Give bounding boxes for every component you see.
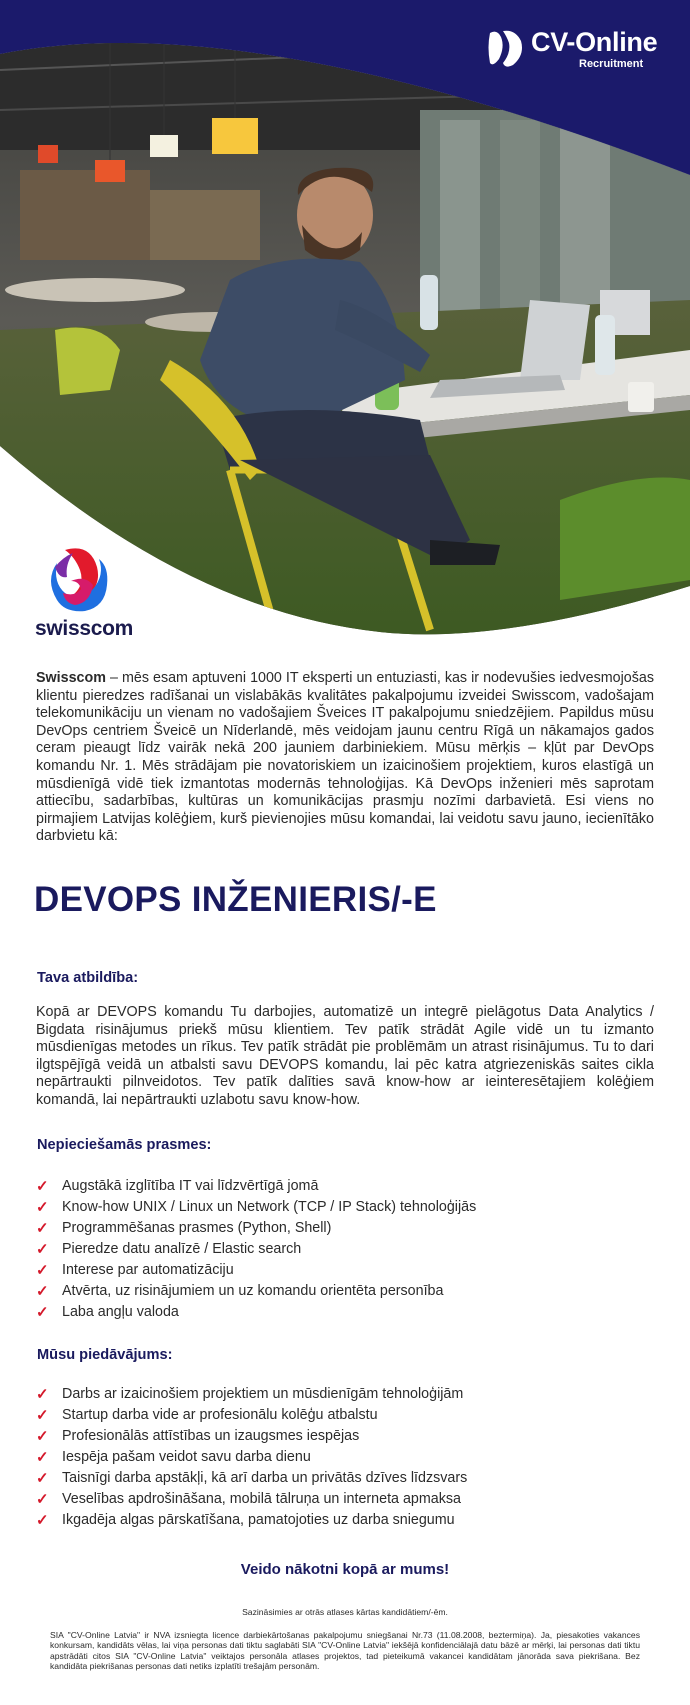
list-item: ✓ Profesionālās attīstības un izaugsmes iespējas [36,1428,360,1445]
cv-online-logo[interactable] [487,27,657,71]
company-intro [36,670,654,846]
list-item: ✓ Veselības apdrošināšana, mobilā tālruņa un interneta apmaksa [36,1491,461,1508]
responsibility-text: Kopā ar DEVOPS komandu Tu darbojies, automatizē un integrē pielāgotus Data Analytics / Bigdata risinājumus priekš mūsu klientiem. Tev patīk strādāt Agile vidē un tu izmanto mūsdienīgas metodes un rīkus. Tev patīk strādāt pie problēmām un atrast risinājumus. Tu to dari ilgtspējīgā veidā un atbalsti savu DEVOPS komandu, lai pēc katra atgriezeniskās saites cikla nepārtraukti pilnveidotos. Tev patīk dalīties savā know-how ar ieinteresētajiem kolēģiem komandā, lai nepārtraukti uzlabotu savu know-how. [36,1004,654,1108]
job-title: DEVOPS INŽENIERIS/-E [34,880,437,919]
list-item: ✓ Pieredze datu analīzē / Elastic search [36,1241,302,1258]
check-icon: ✓ [36,1304,49,1321]
contact-note: Sazināsimies ar otrās atlases kārtas kandidātiem/-ēm. [242,1607,448,1617]
check-icon: ✓ [36,1512,49,1529]
list-item: ✓ Laba angļu valoda [36,1304,179,1321]
list-item: ✓ Iespēja pašam veidot savu darba dienu [36,1449,311,1466]
hero-banner [0,0,690,640]
cv-online-logo-icon [487,27,527,71]
closing-slogan: Veido nākotni kopā ar mums! [240,1561,450,1578]
list-item: ✓ Augstākā izglītība IT vai līdzvērtīgā jomā [36,1178,319,1195]
list-item: ✓ Ikgadēja algas pārskatīšana, pamatojoties uz darba sniegumu [36,1512,455,1529]
check-icon: ✓ [36,1386,49,1403]
skills-heading: Nepieciešamās prasmes: [37,1137,212,1153]
skills-list [36,1176,476,1323]
swisscom-wordmark: swisscom [35,617,133,640]
list-item: ✓ Startup darba vide ar profesionālu kolēģu atbalstu [36,1407,378,1424]
check-icon: ✓ [36,1470,49,1487]
check-icon: ✓ [36,1262,49,1279]
intro-text: – mēs esam aptuveni 1000 IT eksperti un entuziasti, kas ir nodevušies iedvesmojošas klientu pieredzes radīšanai un vislabākās kvalitātes pakalpojumu izveidei Swisscom, vadošajam telekomunikāciju un vienam no vadošajiem Šveices IT pakalpojumu sniedzējiem. Papildus mūsu DevOps centriem Šveicē un Nīderlandē, mēs veidojam jaunu centru Rīgā un nākamajos gados ceram pieaugt līdz vairāk nekā 200 jauniem darbiniekiem. Mūsu mērķis – kļūt par DevOps komandu Nr. 1. Mēs strādājam pie novatoriskiem un izaicinošiem projektiem, kuros elastīgā un mūsdienīgā vidē tiek izmantotas modernās tehnoloģijas. Kā DevOps inženieri mēs saprotam attiecību, sadarbības, kultūras un komunikācijas prasmju nozīmi darbavietā. Esi viens no pirmajiem Latvijas kolēģiem, kurš pievienojies mūsu komandai, lai veidotu savu jauno, iecienītāko darbvietu kā: [36,670,654,845]
company-name: Swisscom [36,670,106,686]
offer-heading: Mūsu piedāvājums: [37,1347,173,1363]
list-item: ✓ Know-how UNIX / Linux un Network (TCP / IP Stack) tehnoloģijās [36,1199,477,1216]
check-icon: ✓ [36,1283,49,1300]
list-item: ✓ Taisnīgi darba apstākļi, kā arī darba un privātās dzīves līdzsvars [36,1470,468,1487]
list-item: ✓ Programmēšanas prasmes (Python, Shell) [36,1220,332,1237]
check-icon: ✓ [36,1220,49,1237]
list-item: ✓ Darbs ar izaicinošiem projektiem un mūsdienīgām tehnoloģijām [36,1386,464,1403]
list-item: ✓ Atvērta, uz risinājumiem un uz komandu orientēta personība [36,1283,444,1300]
offer-list [36,1384,467,1531]
check-icon: ✓ [36,1199,49,1216]
responsibility-heading: Tava atbildība: [37,970,139,986]
cv-online-name: CV-Online [531,27,658,57]
check-icon: ✓ [36,1491,49,1508]
list-item: ✓ Interese par automatizāciju [36,1262,234,1279]
check-icon: ✓ [36,1241,49,1258]
check-icon: ✓ [36,1449,49,1466]
check-icon: ✓ [36,1428,49,1445]
check-icon: ✓ [36,1178,49,1195]
legal-disclaimer: SIA "CV-Online Latvia" ir NVA izsniegta licence darbiekārtošanas pakalpojumu sniegšanai Nr.73 (11.08.2008, beztermiņa). Ja, piesakoties vakances konkursam, kandidāts vēlas, lai viņa personas dati tiktu saglabāti SIA "CV-Online Latvia" iekšējā konfidenciālajā datu bāzē ar mērķi, lai personas dati tiktu apstrādāti citos SIA "CV-Online Latvia" veiktajos personāla atlases projektos, tad pieteikumā vakancei kandidātam jānorāda sava piekrišana. Bez kandidāta piekrišanas personas dati netiks izplatīti trešajām personām. [50,1630,640,1672]
office-photo [0,0,690,640]
cv-online-subtitle: Recruitment [579,58,644,70]
check-icon: ✓ [36,1407,49,1424]
